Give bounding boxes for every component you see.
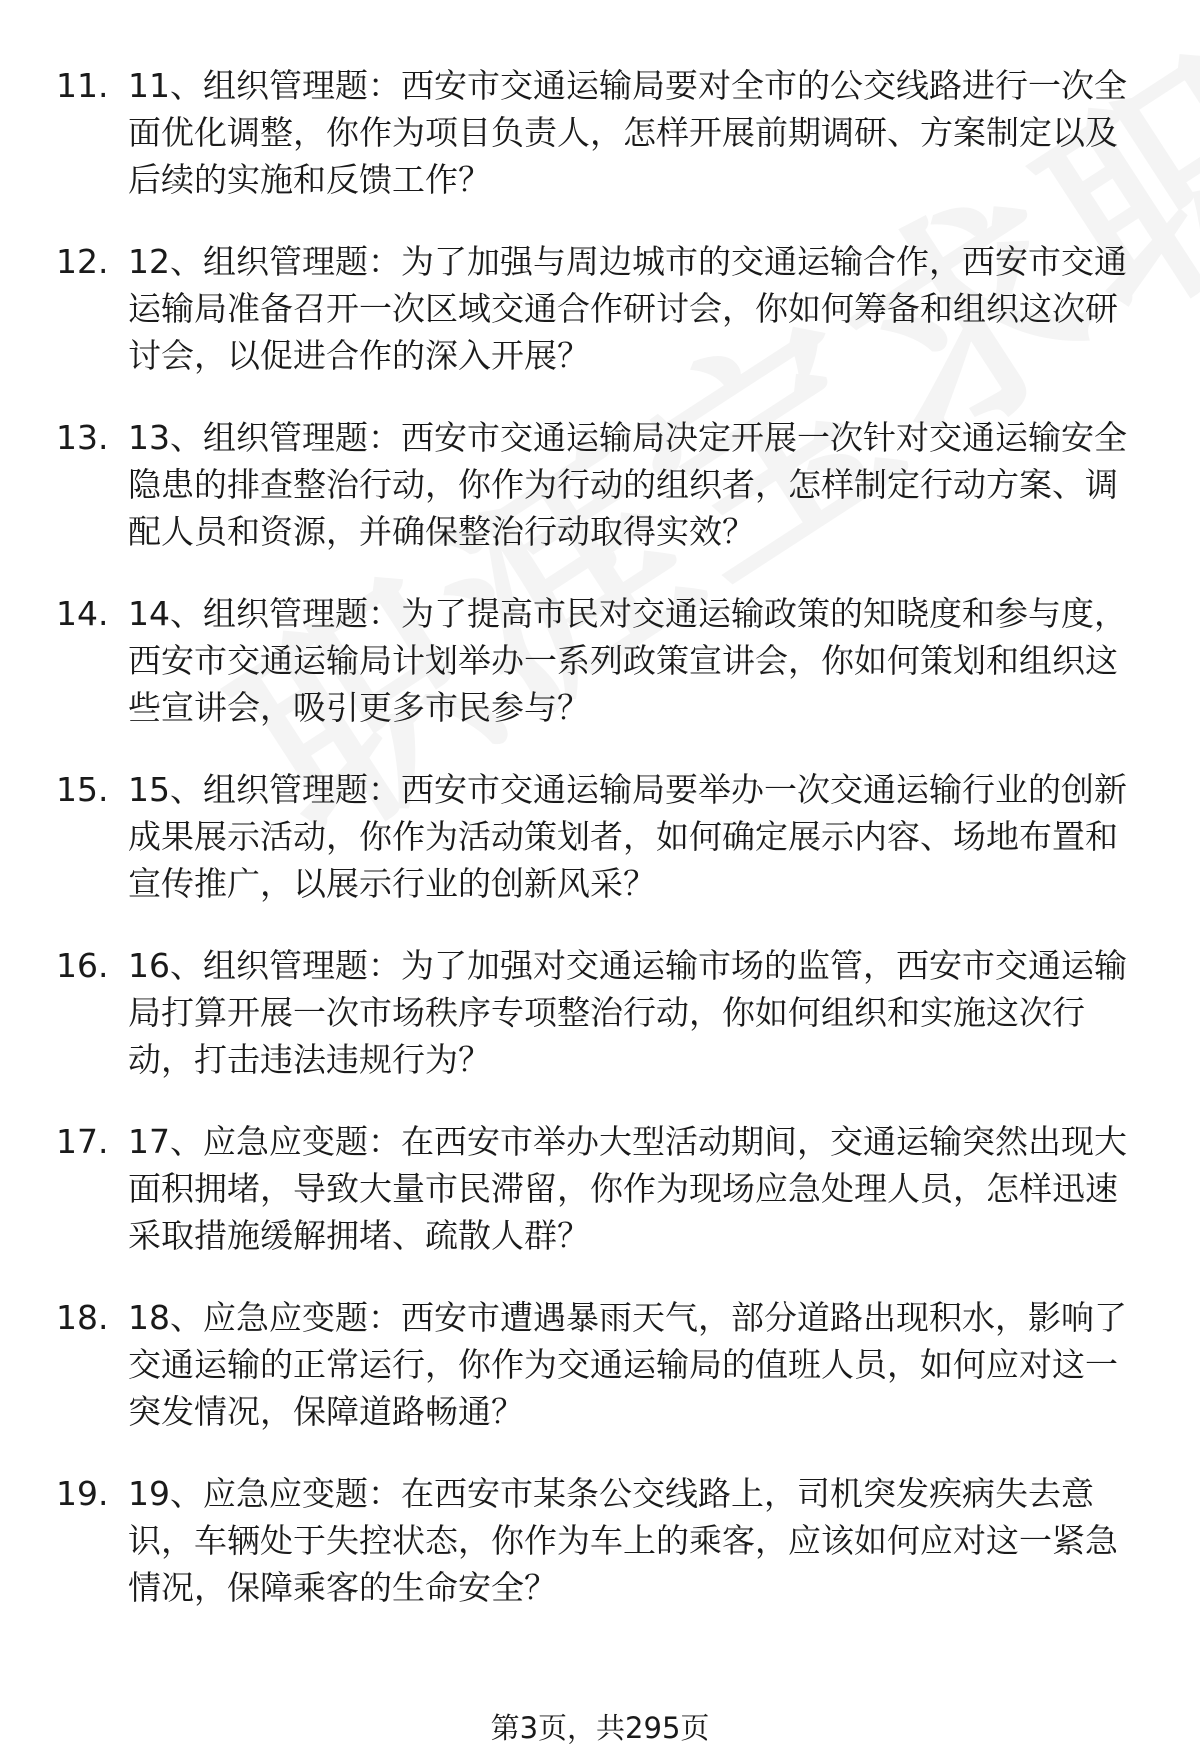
list-item xyxy=(0,766,1200,908)
question-number: 17. xyxy=(56,1122,109,1161)
question-number: 11. xyxy=(56,66,109,105)
question-number: 15. xyxy=(56,770,109,809)
list-item xyxy=(0,942,1200,1084)
page-footer: 第3页，共295页 xyxy=(490,1711,710,1745)
list-item xyxy=(0,1294,1200,1436)
list-item xyxy=(0,1118,1200,1260)
question-text: 11、组织管理题：西安市交通运输局要对全市的公交线路进行一次全面优化调整，你作为项目负责人，怎样开展前期调研、方案制定以及后续的实施和反馈工作？ xyxy=(128,66,1127,199)
list-item xyxy=(0,590,1200,732)
list-item xyxy=(0,238,1200,380)
question-number: 12. xyxy=(56,242,109,281)
question-text: 12、组织管理题：为了加强与周边城市的交通运输合作，西安市交通运输局准备召开一次区域交通合作研讨会，你如何筹备和组织这次研讨会，以促进合作的深入开展？ xyxy=(128,242,1127,375)
question-text: 15、组织管理题：西安市交通运输局要举办一次交通运输行业的创新成果展示活动，你作为活动策划者，如何确定展示内容、场地布置和宣传推广，以展示行业的创新风采？ xyxy=(128,770,1127,903)
question-number: 14. xyxy=(56,594,109,633)
question-text: 19、应急应变题：在西安市某条公交线路上，司机突发疾病失去意识，车辆处于失控状态，你作为车上的乘客，应该如何应对这一紧急情况，保障乘客的生命安全？ xyxy=(128,1474,1118,1607)
question-text: 18、应急应变题：西安市遭遇暴雨天气，部分道路出现积水，影响了交通运输的正常运行，你作为交通运输局的值班人员，如何应对这一突发情况，保障道路畅通？ xyxy=(128,1298,1127,1431)
question-number: 18. xyxy=(56,1298,109,1337)
list-item xyxy=(0,414,1200,556)
question-text: 13、组织管理题：西安市交通运输局决定开展一次针对交通运输安全隐患的排查整治行动，你作为行动的组织者，怎样制定行动方案、调配人员和资源，并确保整治行动取得实效？ xyxy=(128,418,1127,551)
question-text: 14、组织管理题：为了提高市民对交通运输政策的知晓度和参与度，西安市交通运输局计划举办一系列政策宣讲会，你如何策划和组织这些宣讲会，吸引更多市民参与？ xyxy=(128,594,1127,727)
question-list xyxy=(0,62,1200,1646)
question-text: 17、应急应变题：在西安市举办大型活动期间，交通运输突然出现大面积拥堵，导致大量市民滞留，你作为现场应急处理人员，怎样迅速采取措施缓解拥堵、疏散人群？ xyxy=(128,1122,1127,1255)
question-number: 13. xyxy=(56,418,109,457)
question-number: 19. xyxy=(56,1474,109,1513)
question-text: 16、组织管理题：为了加强对交通运输市场的监管，西安市交通运输局打算开展一次市场秩序专项整治行动，你如何组织和实施这次行动，打击违法违规行为？ xyxy=(128,946,1127,1079)
question-number: 16. xyxy=(56,946,109,985)
list-item xyxy=(0,62,1200,204)
list-item xyxy=(0,1470,1200,1612)
